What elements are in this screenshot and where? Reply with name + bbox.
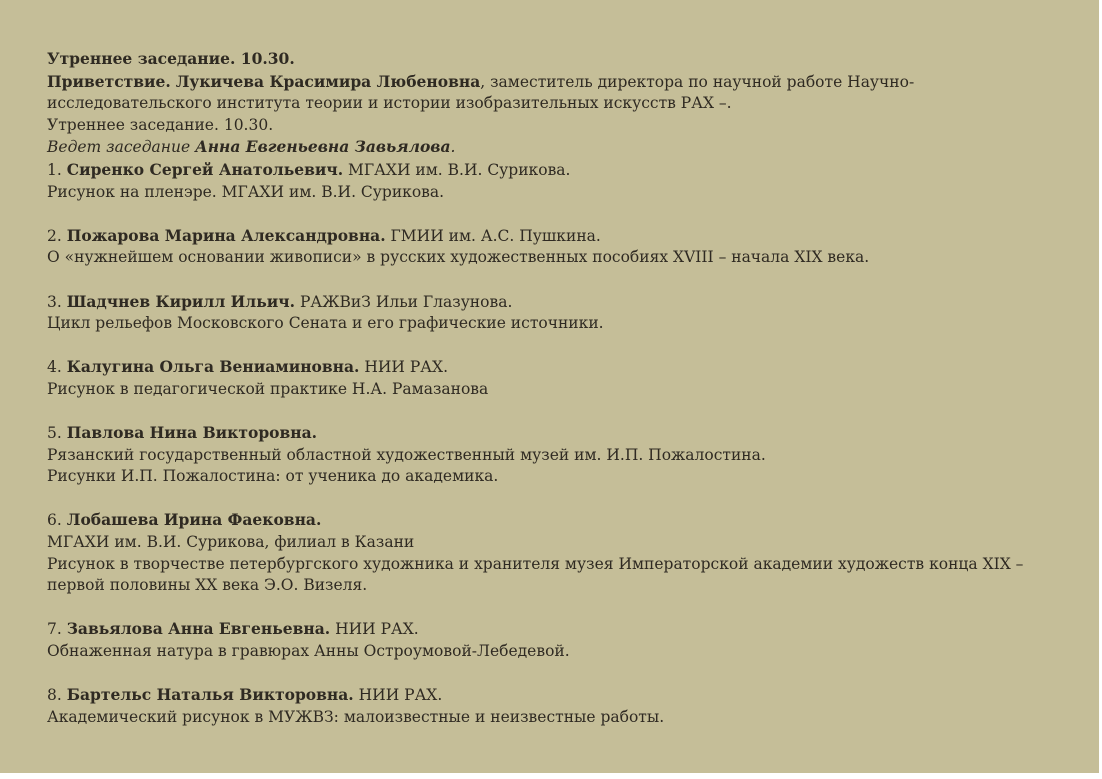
talk-8-title: Академический рисунок в МУЖВЗ: малоизвестные и неизвестные работы.: [47, 707, 665, 726]
talk-2-title: О «нужнейшем основании живописи» в русских художественных пособиях XVIII – начала XIX века.: [47, 248, 870, 267]
chair-name: Анна Евгеньевна Завьялова: [195, 137, 451, 157]
talk-affiliation: НИИ РАХ.: [364, 358, 448, 377]
greeting-name: Лукичева Красимира Любеновна: [175, 71, 481, 91]
spacer: [47, 597, 1057, 619]
greeting-position-part-1: , заместитель директора по научной работе Научно-: [480, 72, 915, 91]
talk-affiliation: РАЖВиЗ Ильи Глазунова.: [299, 292, 513, 311]
spacer: [47, 401, 1057, 423]
session-title-repeat: Утреннее заседание. 10.30.: [47, 115, 274, 134]
talk-1-speaker-line: [47, 159, 1057, 182]
talk-2-speaker-line: [47, 225, 1057, 248]
talk-number: 1.: [47, 160, 62, 179]
talk-number: 3.: [47, 292, 62, 311]
spacer: [47, 269, 1057, 291]
talk-number: 8.: [47, 686, 62, 705]
talk-number: 2.: [47, 226, 62, 245]
talk-speaker: Бартельс Наталья Викторовна.: [66, 685, 354, 705]
talk-speaker: Калугина Ольга Вениаминовна.: [66, 357, 360, 377]
talk-4-speaker-line: [47, 356, 1057, 379]
session-title: Утреннее заседание. 10.30.: [47, 49, 295, 68]
talk-3-title: Цикл рельефов Московского Сената и его графические источники.: [47, 314, 604, 333]
talk-5-affiliation: Рязанский государственный областной художественный музей им. И.П. Пожалостина.: [47, 445, 766, 464]
talk-speaker: Завьялова Анна Евгеньевна.: [66, 619, 331, 639]
talk-speaker: Лобашева Ирина Фаековна.: [66, 510, 322, 530]
talk-speaker: Сиренко Сергей Анатольевич.: [66, 159, 344, 179]
greeting-line-1: [47, 71, 1057, 94]
talk-affiliation: НИИ РАХ.: [358, 686, 443, 705]
page-frame-bottom: [0, 773, 1102, 779]
chair-suffix: .: [450, 138, 456, 157]
chair-prefix: Ведет заседание: [47, 138, 196, 157]
spacer: [47, 335, 1057, 357]
talk-affiliation: НИИ РАХ.: [335, 620, 419, 639]
greeting-line-2: [47, 93, 1057, 115]
chair-line: [47, 136, 1057, 159]
talk-number: 4.: [47, 358, 62, 377]
program-document: [47, 48, 1057, 728]
talk-4-title: Рисунок в педагогической практике Н.А. Рамазанова: [47, 379, 489, 398]
talk-number: 6.: [47, 511, 62, 530]
spacer: [47, 663, 1057, 685]
talk-7-speaker-line: [47, 618, 1057, 641]
talk-7-title: Обнаженная натура в гравюрах Анны Остроумовой-Лебедевой.: [47, 642, 570, 661]
talk-5-title: Рисунки И.П. Пожалостина: от ученика до академика.: [47, 467, 499, 486]
spacer: [47, 203, 1057, 225]
talk-speaker: Пожарова Марина Александровна.: [66, 225, 386, 245]
talk-number: 7.: [47, 620, 62, 639]
talk-1-title: Рисунок на пленэре. МГАХИ им. В.И. Сурикова.: [47, 182, 445, 201]
greeting-position-part-2: исследовательского института теории и истории изобразительных искусств РАХ –.: [47, 94, 732, 113]
talk-6-speaker-line: [47, 509, 1057, 532]
talk-5-speaker-line: [47, 422, 1057, 445]
talk-affiliation: ГМИИ им. А.С. Пушкина.: [390, 226, 601, 245]
talk-8-speaker-line: [47, 684, 1057, 707]
talk-3-speaker-line: [47, 291, 1057, 314]
spacer: [47, 488, 1057, 510]
greeting-label: Приветствие.: [47, 71, 171, 91]
talk-speaker: Шадчнев Кирилл Ильич.: [66, 291, 295, 311]
talk-6-title: Рисунок в творчестве петербургского художника и хранителя музея Императорской академии художеств конца XIX – первой половины XX века Э.О. Визеля.: [47, 554, 1024, 595]
talk-6-affiliation: МГАХИ им. В.И. Сурикова, филиал в Казани: [47, 533, 415, 552]
talk-speaker: Павлова Нина Викторовна.: [66, 423, 318, 443]
talk-affiliation: МГАХИ им. В.И. Сурикова.: [348, 160, 571, 179]
talk-number: 5.: [47, 424, 62, 443]
